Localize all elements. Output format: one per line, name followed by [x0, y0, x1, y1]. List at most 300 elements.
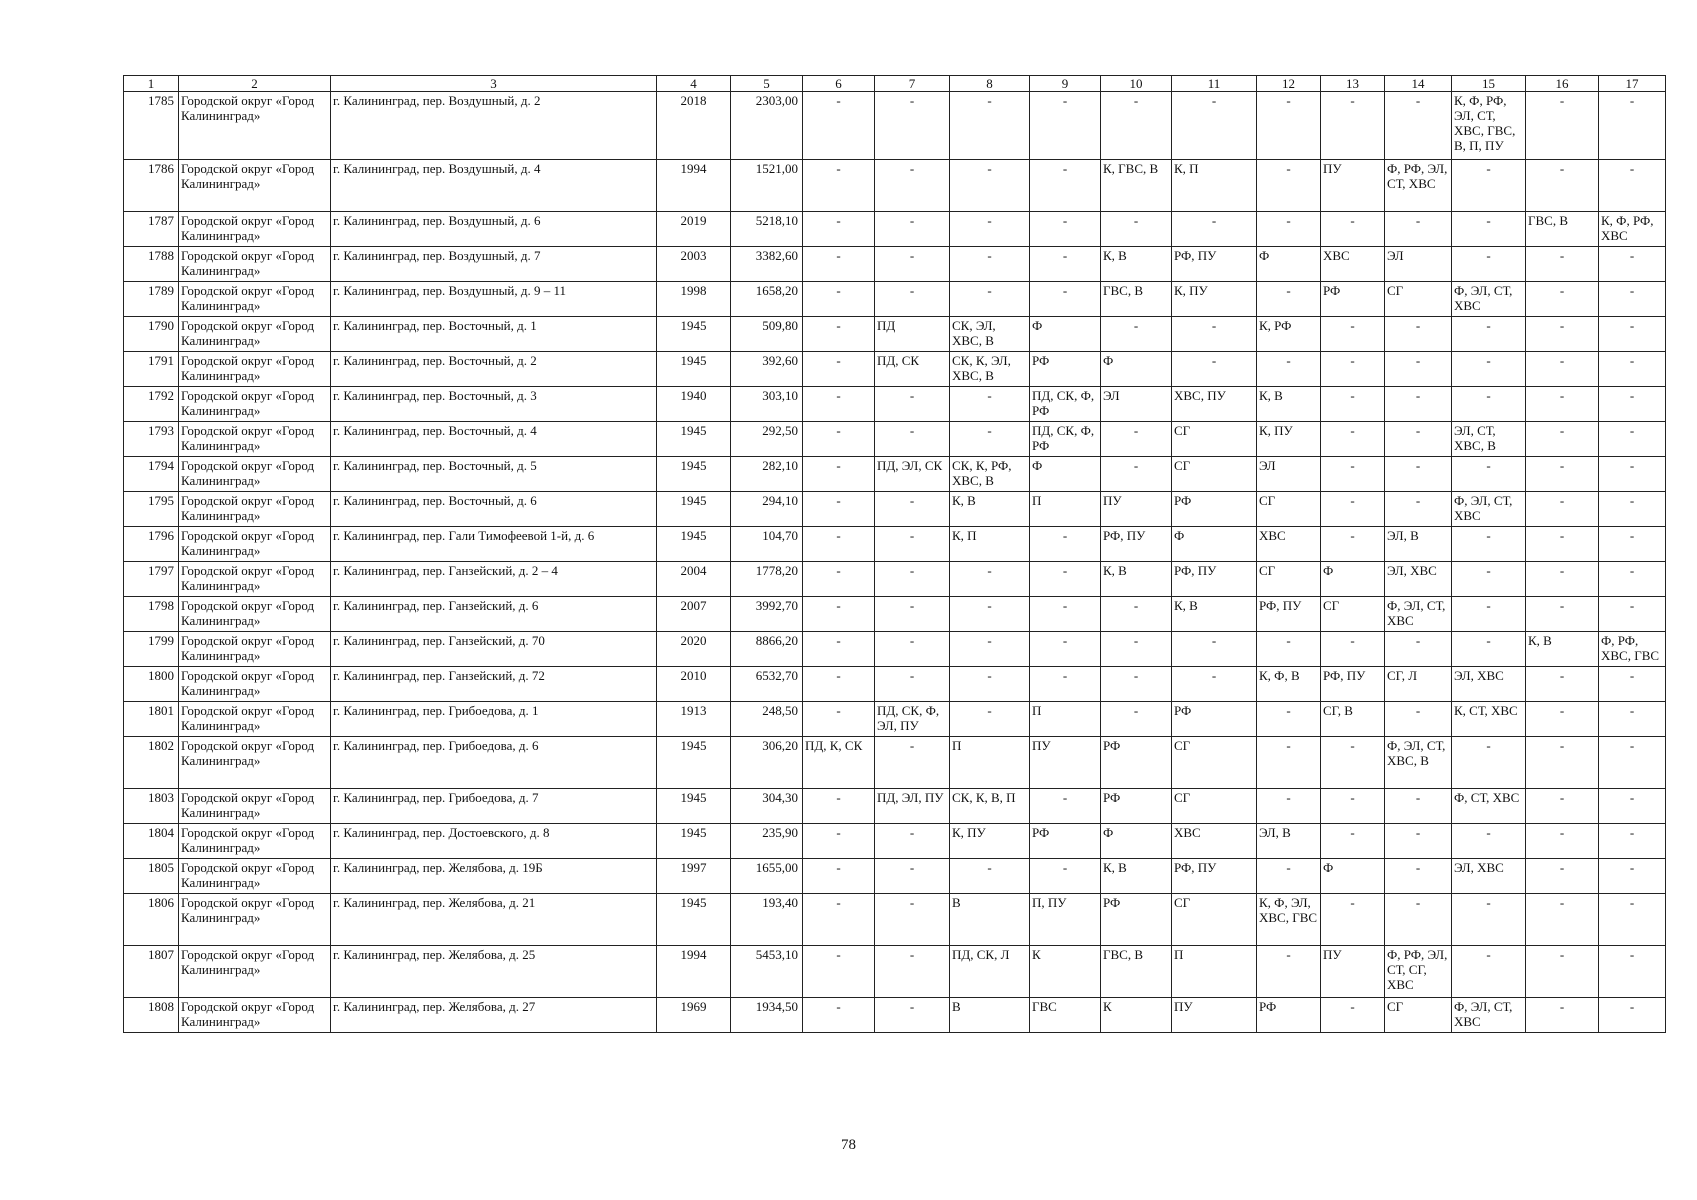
- col-6-cell: -: [803, 282, 875, 317]
- year-built-cell: 2003: [657, 247, 731, 282]
- col-14-cell: -: [1385, 457, 1452, 492]
- year-built-cell: 2007: [657, 597, 731, 632]
- col-9-cell: РФ: [1030, 824, 1101, 859]
- row-number-cell: 1787: [124, 212, 179, 247]
- col-17-cell: -: [1599, 492, 1666, 527]
- col-8-cell: К, П: [950, 527, 1030, 562]
- col-8-cell: К, ПУ: [950, 824, 1030, 859]
- col-17-cell: -: [1599, 789, 1666, 824]
- table-row: [124, 789, 1666, 824]
- table-row: [124, 422, 1666, 457]
- col-13-cell: -: [1321, 352, 1385, 387]
- col-15-cell: -: [1452, 562, 1526, 597]
- col-14-cell: СГ, Л: [1385, 667, 1452, 702]
- col-17-cell: Ф, РФ, ХВС, ГВС: [1599, 632, 1666, 667]
- col-6-cell: -: [803, 212, 875, 247]
- municipality-cell: Городской округ «Город Калининград»: [179, 282, 331, 317]
- col-6-cell: -: [803, 597, 875, 632]
- row-number-cell: 1786: [124, 160, 179, 212]
- col-14-cell: ЭЛ, ХВС: [1385, 562, 1452, 597]
- col-7-cell: -: [875, 894, 950, 946]
- municipality-cell: Городской округ «Город Калининград»: [179, 92, 331, 160]
- col-14-cell: -: [1385, 422, 1452, 457]
- col-17-cell: -: [1599, 247, 1666, 282]
- municipality-cell: Городской округ «Город Калининград»: [179, 859, 331, 894]
- table-row: [124, 998, 1666, 1033]
- col-13-cell: РФ, ПУ: [1321, 667, 1385, 702]
- col-14-cell: -: [1385, 632, 1452, 667]
- col-13-cell: РФ: [1321, 282, 1385, 317]
- col-12-cell: -: [1257, 702, 1321, 737]
- col-9-cell: -: [1030, 597, 1101, 632]
- col-17-cell: -: [1599, 562, 1666, 597]
- col-12-cell: К, Ф, ЭЛ, ХВС, ГВС: [1257, 894, 1321, 946]
- col-11-cell: СГ: [1172, 789, 1257, 824]
- col-15-cell: -: [1452, 632, 1526, 667]
- col-10-cell: -: [1101, 457, 1172, 492]
- col-8-cell: СК, К, ЭЛ, ХВС, В: [950, 352, 1030, 387]
- col-6-cell: -: [803, 998, 875, 1033]
- col-9-cell: -: [1030, 562, 1101, 597]
- col-11-cell: СГ: [1172, 737, 1257, 789]
- col-8-cell: -: [950, 702, 1030, 737]
- col-16-cell: -: [1526, 789, 1599, 824]
- municipality-cell: Городской округ «Город Калининград»: [179, 824, 331, 859]
- col-13-cell: СГ: [1321, 597, 1385, 632]
- col-10-cell: РФ: [1101, 737, 1172, 789]
- col-11-cell: К, ПУ: [1172, 282, 1257, 317]
- address-cell: г. Калининград, пер. Восточный, д. 5: [331, 457, 657, 492]
- col-17-cell: -: [1599, 824, 1666, 859]
- col-10-cell: ГВС, В: [1101, 282, 1172, 317]
- col-7-cell: -: [875, 737, 950, 789]
- col-12-cell: К, В: [1257, 387, 1321, 422]
- col-11-cell: РФ, ПУ: [1172, 247, 1257, 282]
- col-13-cell: -: [1321, 422, 1385, 457]
- col-11-cell: РФ: [1172, 702, 1257, 737]
- col-9-cell: ПД, СК, Ф, РФ: [1030, 422, 1101, 457]
- col-9-cell: П, ПУ: [1030, 894, 1101, 946]
- address-cell: г. Калининград, пер. Восточный, д. 2: [331, 352, 657, 387]
- col-10-cell: Ф: [1101, 824, 1172, 859]
- address-cell: г. Калининград, пер. Ганзейский, д. 72: [331, 667, 657, 702]
- year-built-cell: 1945: [657, 737, 731, 789]
- col-11-cell: -: [1172, 667, 1257, 702]
- col-11-cell: К, В: [1172, 597, 1257, 632]
- col-7-cell: ПД, СК: [875, 352, 950, 387]
- col-15-cell: К, СТ, ХВС: [1452, 702, 1526, 737]
- col-14-cell: -: [1385, 702, 1452, 737]
- col-8-cell: СК, ЭЛ, ХВС, В: [950, 317, 1030, 352]
- col-12-cell: К, ПУ: [1257, 422, 1321, 457]
- col-6-cell: -: [803, 92, 875, 160]
- total-area-cell: 2303,00: [731, 92, 803, 160]
- year-built-cell: 1945: [657, 492, 731, 527]
- col-10-cell: ПУ: [1101, 492, 1172, 527]
- col-12-cell: -: [1257, 789, 1321, 824]
- col-9-cell: ПУ: [1030, 737, 1101, 789]
- col-7-cell: ПД: [875, 317, 950, 352]
- table-row: [124, 387, 1666, 422]
- column-header-1: 1: [124, 76, 179, 92]
- table-row: [124, 632, 1666, 667]
- col-7-cell: -: [875, 160, 950, 212]
- address-cell: г. Калининград, пер. Воздушный, д. 4: [331, 160, 657, 212]
- col-9-cell: ГВС: [1030, 998, 1101, 1033]
- row-number-cell: 1802: [124, 737, 179, 789]
- col-10-cell: -: [1101, 317, 1172, 352]
- year-built-cell: 1945: [657, 824, 731, 859]
- col-12-cell: К, РФ: [1257, 317, 1321, 352]
- col-17-cell: -: [1599, 597, 1666, 632]
- col-10-cell: К, В: [1101, 859, 1172, 894]
- col-15-cell: -: [1452, 894, 1526, 946]
- col-6-cell: -: [803, 859, 875, 894]
- col-7-cell: -: [875, 667, 950, 702]
- total-area-cell: 392,60: [731, 352, 803, 387]
- total-area-cell: 248,50: [731, 702, 803, 737]
- col-7-cell: -: [875, 282, 950, 317]
- col-17-cell: -: [1599, 457, 1666, 492]
- table-row: [124, 667, 1666, 702]
- header-row: [124, 76, 1666, 92]
- total-area-cell: 1778,20: [731, 562, 803, 597]
- total-area-cell: 104,70: [731, 527, 803, 562]
- col-12-cell: ХВС: [1257, 527, 1321, 562]
- col-10-cell: Ф: [1101, 352, 1172, 387]
- col-13-cell: -: [1321, 492, 1385, 527]
- col-15-cell: -: [1452, 387, 1526, 422]
- col-12-cell: -: [1257, 92, 1321, 160]
- total-area-cell: 303,10: [731, 387, 803, 422]
- column-header-4: 4: [657, 76, 731, 92]
- col-16-cell: -: [1526, 282, 1599, 317]
- row-number-cell: 1805: [124, 859, 179, 894]
- address-cell: г. Калининград, пер. Восточный, д. 4: [331, 422, 657, 457]
- col-9-cell: К: [1030, 946, 1101, 998]
- col-9-cell: -: [1030, 667, 1101, 702]
- col-12-cell: ЭЛ, В: [1257, 824, 1321, 859]
- col-13-cell: -: [1321, 527, 1385, 562]
- row-number-cell: 1799: [124, 632, 179, 667]
- col-6-cell: -: [803, 317, 875, 352]
- col-12-cell: -: [1257, 282, 1321, 317]
- col-9-cell: Ф: [1030, 317, 1101, 352]
- col-11-cell: ХВС: [1172, 824, 1257, 859]
- col-6-cell: -: [803, 422, 875, 457]
- register-sheet: [123, 75, 1665, 1033]
- municipality-cell: Городской округ «Город Калининград»: [179, 737, 331, 789]
- col-13-cell: -: [1321, 824, 1385, 859]
- col-11-cell: РФ: [1172, 492, 1257, 527]
- row-number-cell: 1791: [124, 352, 179, 387]
- table-row: [124, 317, 1666, 352]
- year-built-cell: 1945: [657, 422, 731, 457]
- address-cell: г. Калининград, пер. Ганзейский, д. 6: [331, 597, 657, 632]
- col-11-cell: Ф: [1172, 527, 1257, 562]
- col-7-cell: ПД, ЭЛ, СК: [875, 457, 950, 492]
- col-6-cell: -: [803, 702, 875, 737]
- col-16-cell: -: [1526, 562, 1599, 597]
- column-header-15: 15: [1452, 76, 1526, 92]
- col-8-cell: -: [950, 562, 1030, 597]
- address-cell: г. Калининград, пер. Восточный, д. 3: [331, 387, 657, 422]
- address-cell: г. Калининград, пер. Восточный, д. 1: [331, 317, 657, 352]
- col-16-cell: -: [1526, 317, 1599, 352]
- total-area-cell: 1521,00: [731, 160, 803, 212]
- col-15-cell: ЭЛ, ХВС: [1452, 859, 1526, 894]
- col-6-cell: -: [803, 667, 875, 702]
- year-built-cell: 1969: [657, 998, 731, 1033]
- col-15-cell: -: [1452, 352, 1526, 387]
- column-header-8: 8: [950, 76, 1030, 92]
- col-15-cell: -: [1452, 946, 1526, 998]
- col-14-cell: -: [1385, 352, 1452, 387]
- column-header-9: 9: [1030, 76, 1101, 92]
- col-17-cell: -: [1599, 387, 1666, 422]
- col-13-cell: ПУ: [1321, 160, 1385, 212]
- col-6-cell: -: [803, 789, 875, 824]
- municipality-cell: Городской округ «Город Калининград»: [179, 562, 331, 597]
- col-16-cell: -: [1526, 527, 1599, 562]
- col-6-cell: -: [803, 492, 875, 527]
- total-area-cell: 3992,70: [731, 597, 803, 632]
- col-16-cell: -: [1526, 597, 1599, 632]
- col-10-cell: -: [1101, 92, 1172, 160]
- municipality-cell: Городской округ «Город Калининград»: [179, 492, 331, 527]
- col-7-cell: -: [875, 422, 950, 457]
- table-row: [124, 737, 1666, 789]
- address-cell: г. Калининград, пер. Ганзейский, д. 2 – 4: [331, 562, 657, 597]
- year-built-cell: 1945: [657, 894, 731, 946]
- col-17-cell: -: [1599, 282, 1666, 317]
- col-10-cell: -: [1101, 212, 1172, 247]
- col-14-cell: Ф, ЭЛ, СТ, ХВС: [1385, 597, 1452, 632]
- col-14-cell: СГ: [1385, 282, 1452, 317]
- year-built-cell: 1913: [657, 702, 731, 737]
- row-number-cell: 1801: [124, 702, 179, 737]
- row-number-cell: 1785: [124, 92, 179, 160]
- address-cell: г. Калининград, пер. Желябова, д. 27: [331, 998, 657, 1033]
- municipality-cell: Городской округ «Город Калининград»: [179, 894, 331, 946]
- col-7-cell: -: [875, 492, 950, 527]
- row-number-cell: 1794: [124, 457, 179, 492]
- col-9-cell: -: [1030, 247, 1101, 282]
- year-built-cell: 2018: [657, 92, 731, 160]
- year-built-cell: 1997: [657, 859, 731, 894]
- municipality-cell: Городской округ «Город Калининград»: [179, 160, 331, 212]
- col-9-cell: -: [1030, 92, 1101, 160]
- year-built-cell: 1945: [657, 457, 731, 492]
- col-10-cell: ЭЛ: [1101, 387, 1172, 422]
- row-number-cell: 1792: [124, 387, 179, 422]
- table-row: [124, 492, 1666, 527]
- municipality-cell: Городской округ «Город Калининград»: [179, 352, 331, 387]
- table-row: [124, 946, 1666, 998]
- row-number-cell: 1808: [124, 998, 179, 1033]
- table-body: [124, 92, 1666, 1033]
- row-number-cell: 1807: [124, 946, 179, 998]
- total-area-cell: 1658,20: [731, 282, 803, 317]
- municipality-cell: Городской округ «Город Калининград»: [179, 597, 331, 632]
- col-16-cell: -: [1526, 859, 1599, 894]
- col-15-cell: -: [1452, 247, 1526, 282]
- year-built-cell: 1945: [657, 317, 731, 352]
- col-12-cell: -: [1257, 859, 1321, 894]
- year-built-cell: 1945: [657, 789, 731, 824]
- col-17-cell: -: [1599, 527, 1666, 562]
- col-9-cell: -: [1030, 160, 1101, 212]
- col-10-cell: РФ: [1101, 894, 1172, 946]
- municipality-cell: Городской округ «Город Калининград»: [179, 789, 331, 824]
- col-7-cell: -: [875, 527, 950, 562]
- col-10-cell: РФ, ПУ: [1101, 527, 1172, 562]
- col-7-cell: -: [875, 247, 950, 282]
- address-cell: г. Калининград, пер. Воздушный, д. 2: [331, 92, 657, 160]
- col-17-cell: К, Ф, РФ, ХВС: [1599, 212, 1666, 247]
- col-9-cell: П: [1030, 492, 1101, 527]
- col-14-cell: -: [1385, 92, 1452, 160]
- col-17-cell: -: [1599, 998, 1666, 1033]
- col-15-cell: ЭЛ, ХВС: [1452, 667, 1526, 702]
- col-17-cell: -: [1599, 160, 1666, 212]
- address-cell: г. Калининград, пер. Желябова, д. 25: [331, 946, 657, 998]
- col-17-cell: -: [1599, 667, 1666, 702]
- col-12-cell: -: [1257, 352, 1321, 387]
- col-7-cell: ПД, ЭЛ, ПУ: [875, 789, 950, 824]
- total-area-cell: 304,30: [731, 789, 803, 824]
- col-13-cell: ХВС: [1321, 247, 1385, 282]
- address-cell: г. Калининград, пер. Воздушный, д. 9 – 11: [331, 282, 657, 317]
- col-15-cell: Ф, ЭЛ, СТ, ХВС: [1452, 282, 1526, 317]
- col-14-cell: -: [1385, 317, 1452, 352]
- col-13-cell: ПУ: [1321, 946, 1385, 998]
- col-17-cell: -: [1599, 702, 1666, 737]
- table-row: [124, 562, 1666, 597]
- col-17-cell: -: [1599, 859, 1666, 894]
- col-14-cell: -: [1385, 212, 1452, 247]
- col-15-cell: -: [1452, 737, 1526, 789]
- col-15-cell: -: [1452, 160, 1526, 212]
- col-16-cell: -: [1526, 457, 1599, 492]
- col-17-cell: -: [1599, 422, 1666, 457]
- address-cell: г. Калининград, пер. Гали Тимофеевой 1-й, д. 6: [331, 527, 657, 562]
- col-7-cell: -: [875, 632, 950, 667]
- col-8-cell: В: [950, 998, 1030, 1033]
- col-16-cell: -: [1526, 160, 1599, 212]
- col-11-cell: -: [1172, 632, 1257, 667]
- col-11-cell: РФ, ПУ: [1172, 562, 1257, 597]
- col-10-cell: ГВС, В: [1101, 946, 1172, 998]
- col-16-cell: -: [1526, 737, 1599, 789]
- col-14-cell: ЭЛ: [1385, 247, 1452, 282]
- col-6-cell: -: [803, 352, 875, 387]
- col-9-cell: -: [1030, 859, 1101, 894]
- col-12-cell: ЭЛ: [1257, 457, 1321, 492]
- row-number-cell: 1803: [124, 789, 179, 824]
- col-8-cell: СК, К, В, П: [950, 789, 1030, 824]
- column-header-6: 6: [803, 76, 875, 92]
- year-built-cell: 1945: [657, 352, 731, 387]
- year-built-cell: 1945: [657, 527, 731, 562]
- col-6-cell: -: [803, 160, 875, 212]
- address-cell: г. Калининград, пер. Воздушный, д. 6: [331, 212, 657, 247]
- total-area-cell: 5218,10: [731, 212, 803, 247]
- municipality-cell: Городской округ «Город Калининград»: [179, 457, 331, 492]
- col-14-cell: -: [1385, 824, 1452, 859]
- col-15-cell: -: [1452, 212, 1526, 247]
- page-number: 78: [841, 1137, 856, 1153]
- col-16-cell: -: [1526, 946, 1599, 998]
- col-8-cell: -: [950, 387, 1030, 422]
- table-row: [124, 247, 1666, 282]
- col-9-cell: -: [1030, 282, 1101, 317]
- col-6-cell: -: [803, 562, 875, 597]
- column-header-12: 12: [1257, 76, 1321, 92]
- column-header-5: 5: [731, 76, 803, 92]
- table-row: [124, 352, 1666, 387]
- column-header-13: 13: [1321, 76, 1385, 92]
- col-14-cell: СГ: [1385, 998, 1452, 1033]
- col-17-cell: -: [1599, 352, 1666, 387]
- col-15-cell: К, Ф, РФ, ЭЛ, СТ, ХВС, ГВС, В, П, ПУ: [1452, 92, 1526, 160]
- row-number-cell: 1797: [124, 562, 179, 597]
- col-15-cell: -: [1452, 457, 1526, 492]
- address-cell: г. Калининград, пер. Грибоедова, д. 7: [331, 789, 657, 824]
- col-13-cell: -: [1321, 998, 1385, 1033]
- col-16-cell: -: [1526, 824, 1599, 859]
- col-8-cell: В: [950, 894, 1030, 946]
- col-7-cell: -: [875, 946, 950, 998]
- col-8-cell: -: [950, 422, 1030, 457]
- municipality-cell: Городской округ «Город Калининград»: [179, 247, 331, 282]
- col-6-cell: -: [803, 247, 875, 282]
- col-17-cell: -: [1599, 946, 1666, 998]
- col-14-cell: -: [1385, 859, 1452, 894]
- col-8-cell: -: [950, 282, 1030, 317]
- col-6-cell: -: [803, 527, 875, 562]
- col-11-cell: ХВС, ПУ: [1172, 387, 1257, 422]
- col-9-cell: -: [1030, 212, 1101, 247]
- year-built-cell: 2019: [657, 212, 731, 247]
- address-cell: г. Калининград, пер. Ганзейский, д. 70: [331, 632, 657, 667]
- row-number-cell: 1800: [124, 667, 179, 702]
- municipality-cell: Городской округ «Город Калининград»: [179, 702, 331, 737]
- col-12-cell: СГ: [1257, 562, 1321, 597]
- total-area-cell: 292,50: [731, 422, 803, 457]
- table-row: [124, 527, 1666, 562]
- col-16-cell: -: [1526, 894, 1599, 946]
- column-header-14: 14: [1385, 76, 1452, 92]
- municipality-cell: Городской округ «Город Калининград»: [179, 632, 331, 667]
- row-number-cell: 1790: [124, 317, 179, 352]
- housing-register-table: [123, 75, 1666, 1033]
- col-7-cell: -: [875, 562, 950, 597]
- col-14-cell: Ф, ЭЛ, СТ, ХВС, В: [1385, 737, 1452, 789]
- year-built-cell: 1998: [657, 282, 731, 317]
- col-7-cell: -: [875, 597, 950, 632]
- col-16-cell: -: [1526, 702, 1599, 737]
- col-13-cell: -: [1321, 632, 1385, 667]
- col-11-cell: ПУ: [1172, 998, 1257, 1033]
- col-11-cell: К, П: [1172, 160, 1257, 212]
- col-8-cell: ПД, СК, Л: [950, 946, 1030, 998]
- col-10-cell: -: [1101, 702, 1172, 737]
- col-9-cell: -: [1030, 789, 1101, 824]
- col-6-cell: -: [803, 946, 875, 998]
- col-11-cell: СГ: [1172, 457, 1257, 492]
- col-15-cell: -: [1452, 527, 1526, 562]
